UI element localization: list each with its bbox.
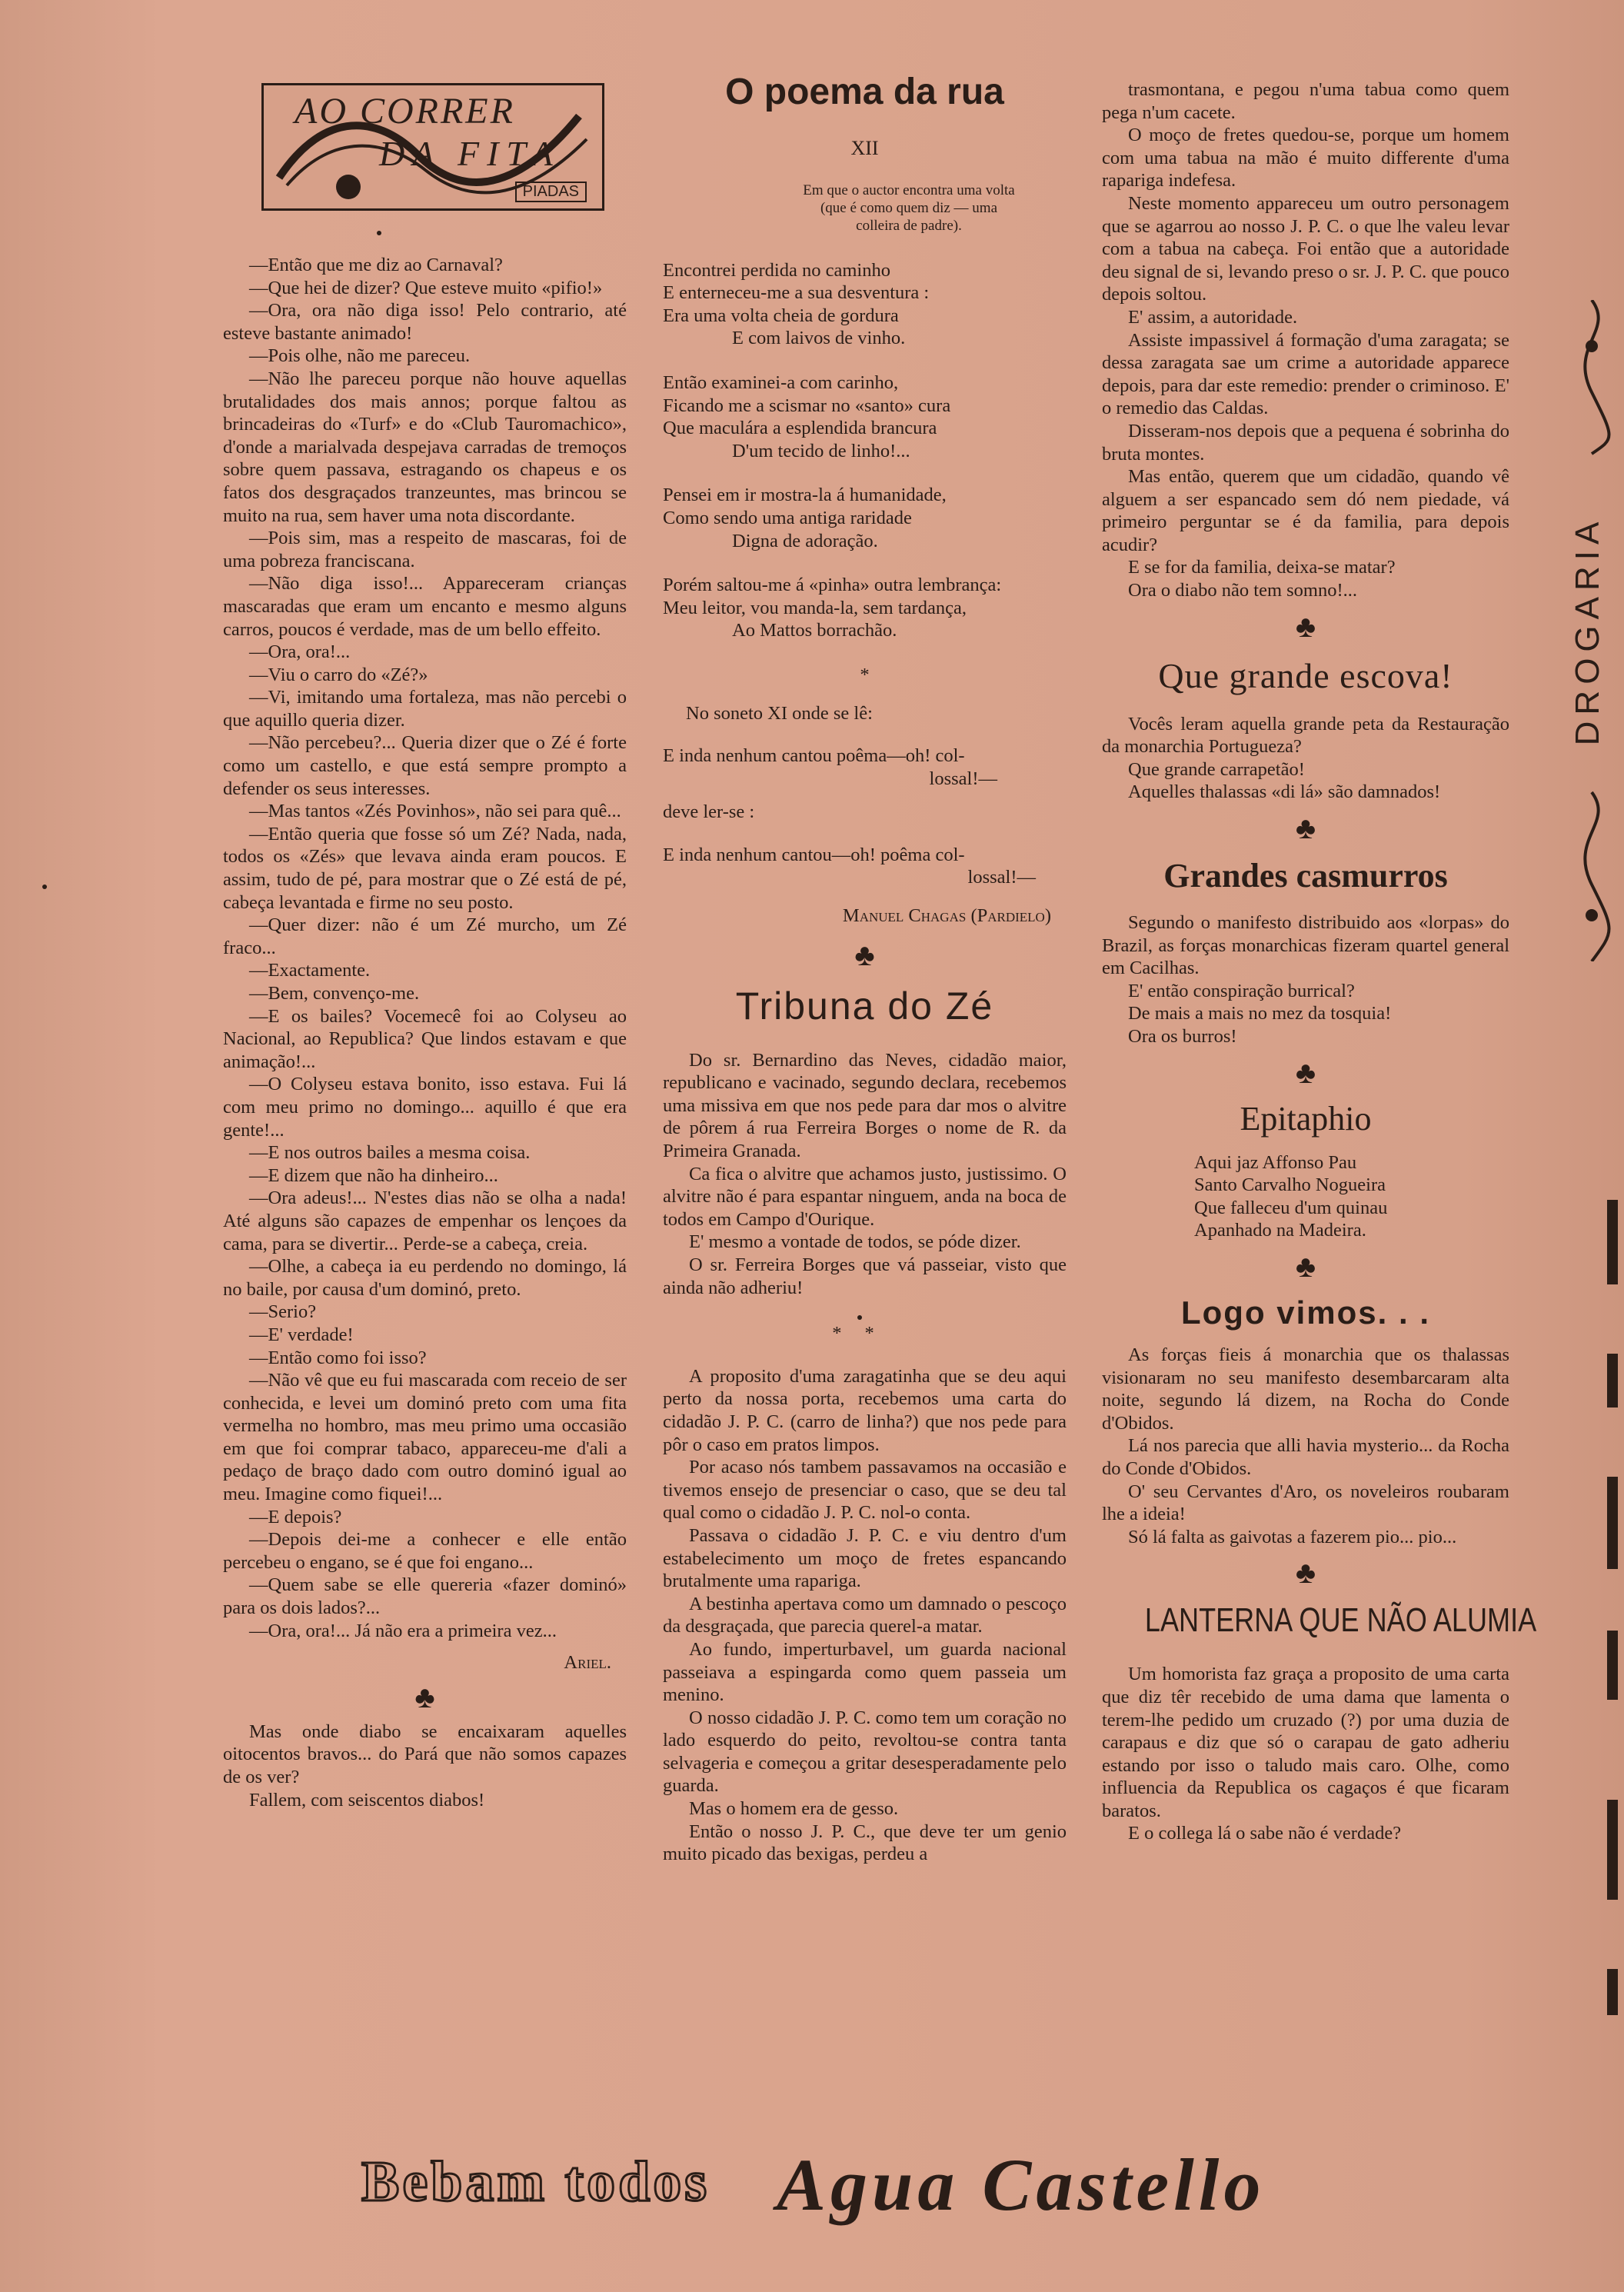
casmurros-title: Grandes casmurros [1163,857,1448,895]
paragraph: E' mesmo a vontade de todos, se póde dizer. [689,1231,1021,1253]
club-ornament: ♣ [414,1679,435,1714]
verse-line: Meu leitor, vou manda-la, sem tardança, [663,597,967,618]
paragraph: Do sr. Bernardino das Neves, cidadão maior, republicano e vacinado, segundo declara, recebemos uma missiva em que nos pede para dar mos o alvitre de pôrem á rua Ferreira Borges o nome de R. da Primeira Granada. [663,1049,1067,1162]
epitaph-line: Apanhado na Madeira. [1194,1220,1366,1241]
stanza [663,371,1067,462]
banner-line2: DA FITA [379,134,561,173]
verse-line: Era uma volta cheia de gordura [663,305,899,326]
tribuna-text [663,1049,1067,1300]
paragraph: Vocês leram aquella grande peta da Restauração da monarchia Portugueza? [1102,713,1509,758]
paragraph: —Viu o carro do «Zé?» [249,664,428,685]
paragraph: —E' verdade! [249,1324,354,1345]
paragraph: —E dizem que não ha dinheiro... [249,1164,498,1186]
paragraph: —Olhe, a cabeça ia eu perdendo no domingo, lá no baile, por causa d'um dominó, preto. [223,1256,627,1300]
paragraph: Lá nos parecia que alli havia mysterio... da Rocha do Conde d'Obidos. [1102,1435,1509,1479]
casmurros-text [1102,911,1509,1048]
paragraph: —Não percebeu?... Queria dizer que o Zé é forte como um castello, e que está sempre prompto a defender os seus interesses. [223,732,627,799]
paragraph: —O Colyseu estava bonito, isso estava. Fui lá com meu primo no domingo... aquillo é que era gente!... [223,1074,627,1141]
paragraph: —Quem sabe se elle quereria «fazer dominó» para os dois lados?... [223,1574,627,1619]
ao-correr-da-fita-banner [261,83,604,211]
stanza [663,484,1067,552]
logo-vimos-title: Logo vimos. . . [1180,1294,1431,1331]
paragraph: —Ora, ora!... Já não era a primeira vez... [249,1620,557,1641]
club-ornament: ♣ [1295,1054,1316,1090]
drogaria-text: DROGARIA [1569,515,1606,746]
verse-line: E enterneceu-me a sua desventura : [663,282,930,304]
paragraph: Neste momento appareceu um outro personagem que se agarrou ao nosso J. P. C. o que lhe valeu levar com a tabua na cabeça. Foi então que a autoridade deu signal de si, levando preso o sr. J. P. C. que pouco depois soltou. [1102,192,1509,305]
verse-line: Encontrei perdida no caminho [663,259,890,281]
paragraph: —E os bailes? Vocemecê foi ao Colyseu ao Nacional, ao Republica? Que lindos estavam e que animação!... [223,1005,627,1072]
paragraph: —Não lhe pareceu porque não houve aquellas brutalidades dos mais annos; porque faltou as brincadeiras do «Turf» e do «Club Tauromachico», d'onde a marialvada despejava carradas de tremoços sobre quem passava, estragando os chapeus e os fatos dos desgraçados tranzeuntes, mas brincou se muito na rua, sem haver uma nota discordante. [223,368,627,526]
paragraph: Mas então, querem que um cidadão, quando vê alguem a ser espancado sem dó nem piedade, vá primeiro perguntar se é da familia, para depois acudir? [1102,466,1509,555]
paragraph: Mas o homem era de gesso. [689,1798,899,1820]
paragraph: Ora os burros! [1128,1026,1237,1047]
stanza [663,259,1067,350]
zaragata-text [663,1365,1067,1866]
lanterna-title: LANTERNA QUE NÃO ALUMIA [1144,1601,1537,1640]
paragraph: E' então conspiração burrical? [1128,980,1355,1001]
print-speck [42,884,47,889]
paragraph: —Bem, convenço-me. [249,983,420,1004]
paragraph: Passava o cidadão J. P. C. e viu dentro d'um estabelecimento um moço de fretes espancando brutalmente uma rapariga. [663,1524,1067,1592]
quote-1b: lossal!— [929,768,997,789]
paragraph: Segundo o manifesto distribuido aos «lorpas» do Brazil, as forças monarchicas fizeram quartel general em Cacilhas. [1102,912,1509,979]
poem-title: O poema da rua [725,72,1004,112]
paragraph: —Mas tantos «Zés Povinhos», não sei para quê... [249,801,621,822]
paragraph: Fallem, com seiscentos diabos! [249,1789,485,1811]
tribuna-title: Tribuna do Zé [735,984,994,1028]
print-speck [377,231,381,235]
paragraph: —Exactamente. [249,960,371,981]
paragraph: trasmontana, e pegou n'uma tabua como quem pega n'um cacete. [1102,79,1509,123]
paragraph: A proposito d'uma zaragatinha que se deu aqui perto da nossa porta, recebemos uma carta do cidadão J. P. C. (carro de linha?) que nos pede para pôr o caso em pratos limpos. [663,1365,1067,1455]
continuation-text [1102,78,1509,602]
club-ornament: ♣ [1295,1248,1316,1284]
paragraph: De mais a mais no mez da tosquia! [1128,1003,1392,1024]
paragraph: O' seu Cervantes d'Aro, os noveleiros roubaram lhe a ideia! [1102,1481,1509,1525]
paragraph: A bestinha apertava como um damnado o pescoço da desgraçada, que parecia querel-a matar. [663,1593,1067,1637]
signature: Ariel. [564,1652,611,1674]
club-ornament: ♣ [1295,608,1316,644]
lanterna-title-wrap [1102,1597,1537,1649]
paragraph: O sr. Ferreira Borges que vá passeiar, visto que ainda não adheriu! [663,1254,1067,1298]
paragraph: —Quer dizer: não é um Zé murcho, um Zé fraco... [223,914,627,958]
verse-line: Ao Mattos borrachão. [732,620,897,641]
lanterna-text [1102,1663,1509,1845]
column-2 [663,137,1067,1866]
verse-line: E com laivos de vinho. [732,328,906,349]
asterisk: * [860,664,870,685]
paragraph: Um homorista faz graça a proposito de uma carta que diz têr recebido de uma dama que lamenta o terem-lhe pedido um cruzado (?) por uma duzia de carapaus e diz que só o carapau de gato adheriu estando por isso o taludo mais caro. Olhe, como influencia da Republica os cagaços é que ficaram baratos. [1102,1664,1509,1821]
deve-ler: deve ler-se : [663,801,755,823]
paragraph: Ora o diabo não tem somno!... [1128,580,1358,601]
club-ornament: ♣ [854,937,875,972]
epitaph-line: Que falleceu d'um quinau [1194,1197,1388,1218]
paragraph: —Depois dei-me a conhecer e elle então percebeu o engano, se é que foi engano... [223,1529,627,1573]
poem-author: Manuel Chagas (Pardielo) [842,905,1051,927]
epitaph-line: Santo Carvalho Nogueira [1194,1174,1386,1196]
paragraph: Que grande carrapetão! [1128,758,1305,780]
paragraph: Disseram-nos depois que a pequena é sobrinha do bruta montes. [1102,420,1509,465]
paragraph: —Não diga isso!... Appareceram crianças mascaradas que eram um encanto e mesmo alguns carros, poucos é verdade, mas de um bello effeito. [223,573,627,640]
agua-castello-ad [361,2142,1415,2227]
paragraph: —Não vê que eu fui mascarada com receio de ser conhecida, e levei um dominó preto com uma fita vermelha no hombro, mas meu primo uma occasião em que foi comprar tabaco, appareceu-me d'ali a pedaço de braço dado com outro dominó igual ao meu. Imagine como fiquei!... [223,1370,627,1505]
paragraph: —Então queria que fosse só um Zé? Nada, nada, todos os «Zés» que levava ainda eram poucos. E assim, tudo de pé, para mostrar que o Zé está de pé, cabeça levantada e firme no seu posto. [223,823,627,913]
closing-text [223,1721,627,1811]
club-ornament: ♣ [1295,811,1316,846]
paragraph: E' assim, a autoridade. [1128,306,1298,328]
drogaria-side-ad [1569,300,1615,954]
ad-bebam-todos: Bebam todos [361,2150,710,2214]
quote-1a: E inda nenhum cantou poêma—oh! col- [663,745,965,767]
poem-stanzas [663,259,1067,642]
paragraph: Por acaso nós tambem passavamos na occasião e tivemos ensejo de presenciar o caso, que se deu tal qual como o cidadão J. P. C. nol-o conta. [663,1457,1067,1524]
verse-line: Que maculára a esplendida brancura [663,418,937,439]
paragraph: Assiste impassivel á formação d'uma zaragata; se dessa zaragata sae um crime a autoridade apparece depois, para dar este remedio: prender o criminoso. E' o remedio das Caldas. [1102,329,1509,419]
paragraph: Ca fica o alvitre que achamos justo, justissimo. O alvitre não é para espantar ninguem, anda na boca de todos em Campo d'Ourique. [663,1163,1067,1230]
paragraph: —Pois sim, mas a respeito de mascaras, foi de uma pobreza franciscana. [223,528,627,571]
verse-line: Porém saltou-me á «pinha» outra lembrança: [663,575,1002,596]
paragraph: O nosso cidadão J. P. C. como tem um coração no lado esquerdo do peito, revoltou-se contra tanta selvageria e começou a gritar desesperadamente pelo guarda. [663,1707,1067,1797]
paragraph: E se for da familia, deixa-se matar? [1128,557,1396,578]
poem-epigraph: Em que o auctor encontra uma volta (que é como quem diz — uma colleira de padre). [803,182,1015,234]
verse-line: Como sendo uma antiga raridade [663,507,912,528]
print-speck [857,1315,862,1320]
paragraph: Só lá falta as gaivotas a fazerem pio... pio... [1128,1526,1457,1547]
paragraph: —Serio? [249,1301,317,1323]
stanza [663,574,1067,642]
asterisks: ** [832,1323,897,1344]
quote-2b: lossal!— [967,867,1036,888]
paragraph: —Vi, imitando uma fortaleza, mas não percebi o que aquillo queria dizer. [223,687,627,731]
paragraph: E o collega lá o sabe não é verdade? [1128,1823,1402,1844]
poem-number: XII [850,137,879,159]
banner-tag: PIADAS [515,182,587,202]
paragraph: —Então que me diz ao Carnaval? [249,255,503,275]
column-3 [1102,78,1537,1845]
club-ornament: ♣ [1295,1555,1316,1591]
paragraph: —Ora adeus!... N'estes dias não se olha a nada! Até alguns são capazes de empenhar os lençoes da cama, para se divertir... Perde-se a cabeça, creia. [223,1188,627,1254]
note-intro: No soneto XI onde se lê: [686,702,873,724]
escova-title: Que grande escova! [1158,655,1453,695]
paragraph: —E nos outros bailes a mesma coisa. [249,1142,531,1164]
paragraph: As forças fieis á monarchia que os thalassas visionaram no seu manifesto desembarcaram alta noite, segundo lá dizem, na Rocha do Conde d'Obidos. [1102,1344,1509,1434]
paragraph: —Pois olhe, não me pareceu. [249,345,471,367]
ad-agua-castello: Agua Castello [777,2144,1266,2226]
paragraph: —Ora, ora não diga isso! Pelo contrario, até esteve bastante animado! [223,300,627,344]
verse-line: Pensei em ir mostra-la á humanidade, [663,485,947,506]
banner-line1: AO CORRER [295,91,515,132]
epitaph-line: Aqui jaz Affonso Pau [1194,1151,1357,1173]
verse-line: Digna de adoração. [732,530,878,551]
column-1 [223,254,627,1811]
paragraph: —Ora, ora!... [249,641,351,663]
verse-line: Então examinei-a com carinho, [663,371,899,393]
paragraph: O moço de fretes quedou-se, porque um homem com uma tabua na mão é muito differente d'uma rapariga indefesa. [1102,125,1509,192]
side-ad-edge [1604,1200,1624,2123]
paragraph: —E depois? [249,1506,342,1527]
dialogue-text [223,254,627,1642]
verse-line: Ficando me a scismar no «santo» cura [663,395,951,416]
paragraph: Ao fundo, imperturbavel, um guarda nacional passeiava a espingarda como quem passeia um menino. [663,1638,1067,1706]
paragraph: Então o nosso J. P. C., que deve ter um genio muito picado das bexigas, perdeu a [663,1821,1067,1865]
epitaphio-text [1194,1151,1509,1242]
paragraph: —Que hei de dizer? Que esteve muito «pifio!» [249,277,603,298]
logo-vimos-text [1102,1344,1509,1548]
paragraph: Aquelles thalassas «di lá» são damnados! [1128,781,1441,803]
quote-2a: E inda nenhum cantou—oh! poêma col- [663,844,965,865]
verse-line: D'um tecido de linho!... [732,440,910,461]
paragraph: Mas onde diabo se encaixaram aquelles oitocentos bravos... do Pará que não somos capazes de os ver? [223,1721,627,1787]
escova-text [1102,713,1509,804]
paragraph: —Então como foi isso? [249,1347,427,1368]
epitaphio-title: Epitaphio [1240,1099,1372,1138]
